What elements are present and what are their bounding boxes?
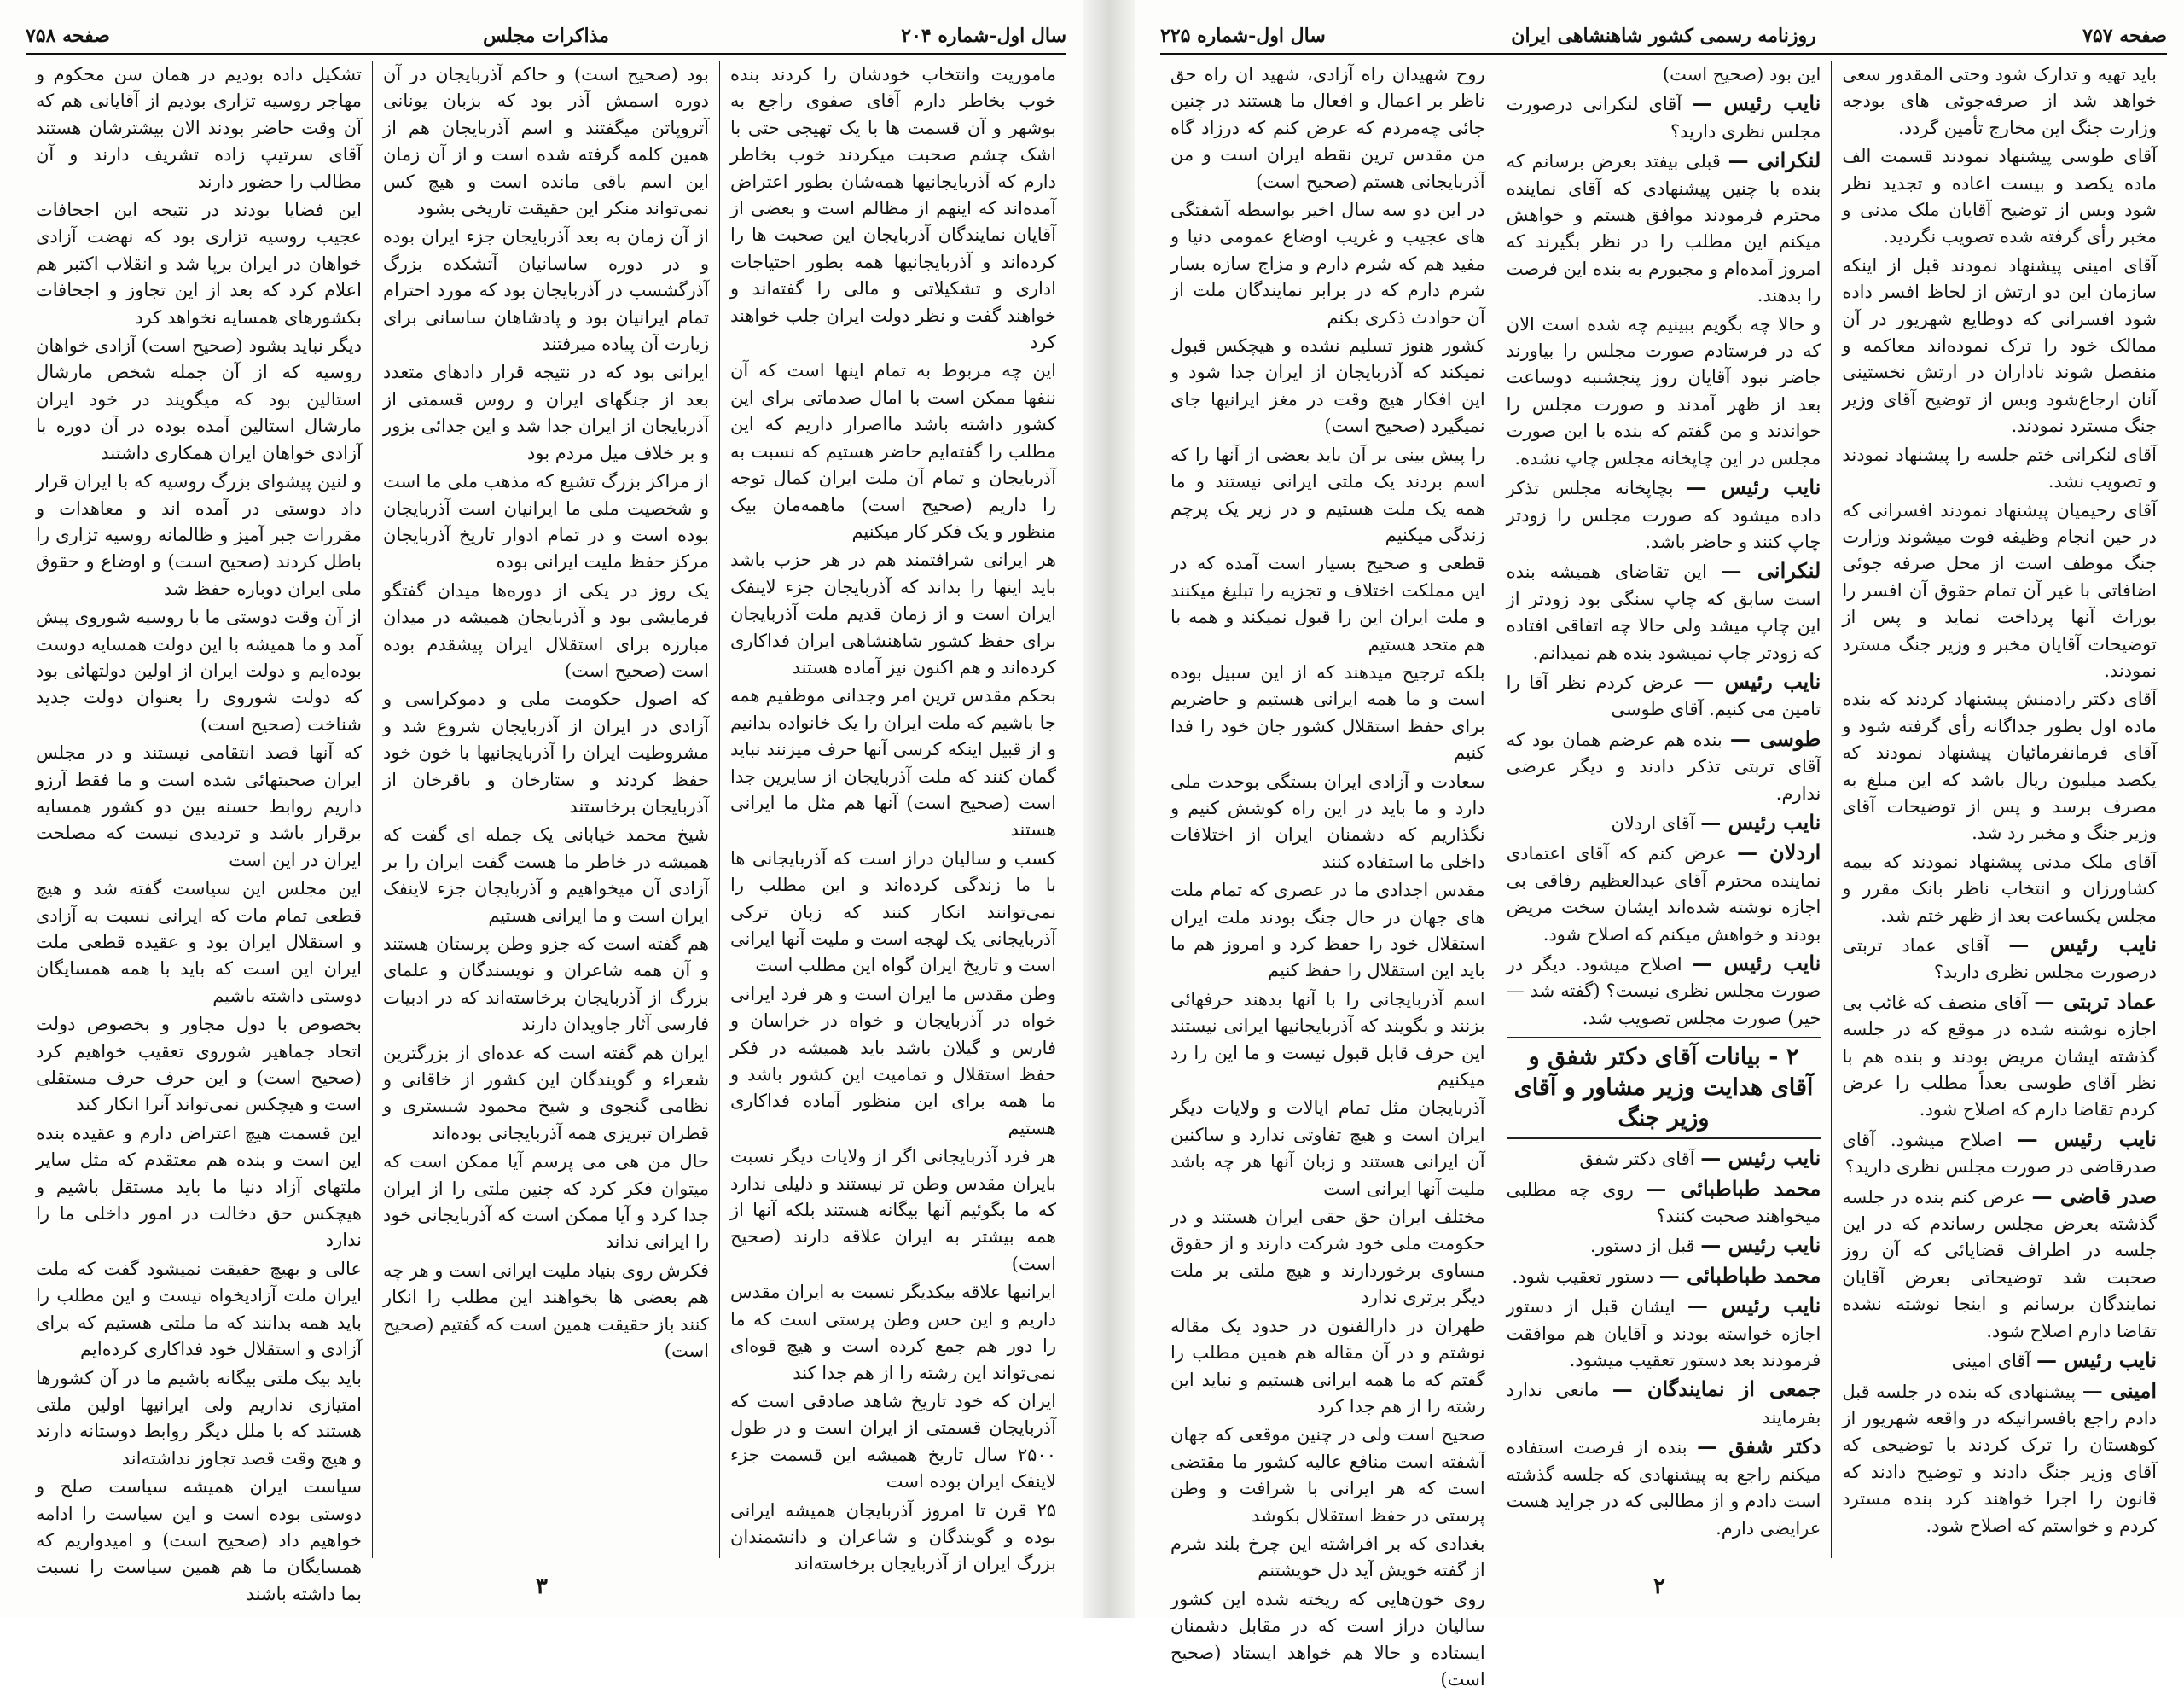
body-paragraph: که آنها قصد انتقامی نیستند و در مجلس ایران صحبتهائی شده است و ما فقط آرزو داریم روابط حسنه بین دو کشور همسایه برقرار باشد و تردیدی نیست که مصلحت ایران در این است <box>36 742 362 870</box>
body-paragraph: و لنین پیشوای بزرگ روسیه که با ایران قرار داد دوستی در آمده اند و معاهدات و مقررات جبر آمیز و ظالمانه روسیه تزاری را باطل کردند (صحیح است) و اوضاع و حقوق ملی ایران دوباره حفظ شد <box>36 471 362 599</box>
body-paragraph: در این دو سه سال اخیر بواسطه آشفتگی های عجیب و غریب اوضاع عمومی دنیا و مفید هم که شرم دارم و مزاج سازه بسار شرم دارم که در برابر نمایندگان ملت از آن حوادث ذکری بکنم <box>1170 200 1485 328</box>
right-page-number: ۲ <box>1653 1574 1665 1599</box>
body-paragraph: بلکه ترجیح میدهند که از این سبیل بوده است و ما همه ایرانی هستیم و حاضریم برای حفظ استقلال کشور جان خود را فدا کنیم <box>1170 661 1485 764</box>
body-paragraph: که اصول حکومت ملی و دموکراسی و آزادی در ایران از آذربایجان شروع شد و مشروطیت ایران را آذربایجانیها با خون خود حفظ کردند و ستارخان و باقرخان از آذربایجان برخاستند <box>383 689 709 817</box>
body-paragraph: را پیش بینی بر آن باید بعضی از آنها را که اسم بردند یک ملتی ایرانی نیستند و ما همه یک ملت هستیم و در زیر یک پرچم زندگی میکنیم <box>1170 444 1485 545</box>
speaker-paragraph: نایب رئیس — آقای دکتر شفق <box>1579 1145 1821 1171</box>
body-paragraph: وطن مقدس ما ایران است و هر فرد ایرانی خواه در آذربایجان و خواه در خراسان و فارس و گیلان باشد باید همیشه در فکر حفظ استقلال و تمامیت این کشور باشد و ما همه برای این منظور آماده فداکاری هستیم <box>730 983 1056 1138</box>
section-heading: ۲ - بیانات آقای دکتر شفق و آقای هدایت وزیر مشاور و آقای وزیر جنگ <box>1507 1037 1821 1139</box>
speaker-name: نایب رئیس — <box>1686 474 1821 500</box>
body-paragraph: ایران که خود تاریخ شاهد صادقی است که آذربایجان قسمتی از ایران است و در طول ۲۵۰۰ سال تاریخ همیشه این قسمت جزء لاینفک ایران بوده است <box>730 1390 1056 1492</box>
left-columns <box>26 61 1066 1604</box>
left-issue: سال اول-شماره ۲۰۴ <box>901 25 1066 47</box>
left-column-2 <box>372 61 719 1558</box>
speaker-name: نایب رئیس — <box>1687 1293 1821 1318</box>
right-columns <box>1160 61 2167 1690</box>
speaker-name: نایب رئیس — <box>1700 1232 1821 1258</box>
body-paragraph: هر فرد آذربایجانی اگر از ولایات دیگر نسبت بایران مقدس وطن تر نیستند و دلیلی ندارد که ما بگوئیم آنها بیگانه هستند بلکه آنها از همه بیشتر به ایران علاقه دارند (صحیح است) <box>730 1146 1056 1274</box>
right-page <box>1135 0 2184 1690</box>
speaker-paragraph: نایب رئیس — ایشان قبل از دستور اجازه خواسته بودند و آقایان هم موافقت فرمودند بعد دستور تعقیب میشود. <box>1506 1293 1821 1371</box>
left-page-label: صفحه ۷۵۸ <box>25 25 110 47</box>
left-column-3 <box>26 61 372 1604</box>
body-paragraph: بخصوص با دول مجاور و بخصوص دولت اتحاد جماهیر شوروی تعقیب خواهیم کرد (صحیح است) و این حرف حرف مستقلی است و هیچکس نمی‌تواند آنرا انکار کند <box>36 1014 362 1115</box>
body-paragraph: بود (صحیح است) و حاکم آذربایجان در آن دوره اسمش آذر بود که بزبان یونانی آتروپاتن میگفتند و اسم آذربایجان هم از همین کلمه گرفته شده است و از آن زمان این اسم باقی مانده است و هیچ کس نمی‌تواند منکر این حقیقت تاریخی بشود <box>383 64 709 219</box>
speaker-name: طوسی — <box>1729 725 1821 751</box>
speaker-paragraph: عماد تربتی — آقای منصف که غائب بی اجازه نوشته شده در موقع که در جلسه گذشته ایشان مریض بودند و بنده هم با نظر آقای طوسی بعداً مطلب را عرض کردم تقاضا دارم که اصلاح شود. <box>1842 988 2157 1120</box>
speaker-paragraph: جمعی از نمایندگان — مانعی ندارد بفرمایند <box>1506 1376 1821 1428</box>
speaker-name: نایب رئیس — <box>1692 90 1821 116</box>
speaker-name: لنکرانی — <box>1721 558 1821 584</box>
speaker-paragraph: طوسی — بنده هم عرضم همان بود که آقای تربتی تذکر دادند و دیگر عرضی ندارم. <box>1506 725 1821 804</box>
body-paragraph: صحیح است ولی در چنین موقعی که جهان آشفته است منافع عالیه کشور ما مقتضی است که هر ایرانی با شرافت و وطن پرستی در حفظ استقلال بکوشد <box>1170 1424 1485 1526</box>
body-paragraph: ماموریت وانتخاب خودشان را کردند بنده خوب بخاطر دارم آقای صفوی راجع به بوشهر و آن قسمت ها با یک تهیجی حتی با اشک چشم صحبت میکردند خوب بخاطر دارم که آذربایجانیها همه‌شان بطور اعتراض آمده‌اند که اینهم از مظالم است و بعضی از آقایان نمایندگان آذربایجان این صحبت ها را کرده‌اند و آذربایجانیها همه بطور احتیاجات اداری و تشکیلاتی و مالی را گفته‌اند و خواهند گفت و نظر دولت ایران جلب خواهند کرد <box>730 64 1056 353</box>
speaker-paragraph: محمد طباطبائی — روی چه مطلبی میخواهند صحبت کنند؟ <box>1506 1175 1821 1227</box>
body-paragraph: آقای لنکرانی ختم جلسه را پیشنهاد نمودند و تصویب نشد. <box>1842 444 2157 492</box>
body-paragraph: حال من هی می پرسم آیا ممکن است که میتوان فکر کرد که چنین ملتی را از ایران جدا کرد و آیا ممکن است که آذربایجانی خود را ایرانی نداند <box>383 1151 709 1253</box>
speaker-paragraph: نایب رئیس — بچاپخانه مجلس تذکر داده میشود که صورت مجلس را زودتر چاپ کنند و حاضر باشد. <box>1506 474 1821 552</box>
body-paragraph: دیگر نباید بشود (صحیح است) آزادی خواهان روسیه که از آن جمله شخص مارشال استالین بود که میگویند در خود ایران مارشال استالین آمده بوده در آن دوره با آزادی خواهان ایران همکاری داشتند <box>36 335 362 463</box>
body-paragraph: شیخ محمد خیابانی یک جمله ای گفت که همیشه در خاطر ما هست گفت ایران را بر آزادی آن میخواهیم و آذربایجان جزء لاینفک ایران است و ما ایرانی هستیم <box>383 824 709 926</box>
speaker-paragraph: نایب رئیس — اصلاح میشود. دیگر در صورت مجلس نظری نیست؟ (گفته شد — خیر) صورت مجلس تصویب شد. <box>1506 951 1821 1028</box>
left-page-number: ۳ <box>536 1574 548 1599</box>
body-paragraph: آقای ملک مدنی پیشنهاد نمودند که بیمه کشاورزان و انتخاب ناظر بانک مقرر و مجلس یکساعت بعد از ظهر ختم شد. <box>1842 851 2157 926</box>
right-page-label: صفحه ۷۵۷ <box>2082 25 2167 47</box>
body-paragraph: از آن وقت دوستی ما با روسیه شوروی پیش آمد و ما همیشه با این دولت همسایه دوست بوده‌ایم و دولت ایران از اولین دولتهائی بود که دولت شوروی را بعنوان دولت جدید شناخت (صحیح است) <box>36 607 362 735</box>
body-paragraph: یک روز در یکی از دوره‌ها میدان گفتگو فرمایشی بود و آذربایجان همیشه در میدان مبارزه برای استقلال ایران پیشقدم بوده است (صحیح است) <box>383 579 709 681</box>
speaker-name: اردلان — <box>1737 840 1821 865</box>
speaker-name: نایب رئیس — <box>2008 932 2157 957</box>
speaker-paragraph: محمد طباطبائی — دستور تعقیب شود. <box>1512 1262 1821 1288</box>
speaker-name: نایب رئیس — <box>1700 1145 1821 1171</box>
body-paragraph: بغدادی که بر افراشته این چرخ بلند شرم از گفته خویش آید دل خویشتنم <box>1170 1533 1485 1581</box>
body-paragraph: این چه مربوط به تمام اینها است که آن ننفها ممکن است با امال صدماتی برای این کشور داشته باشد مااصرار داریم که این مطلب را گفته‌ایم حاضر هستیم که نسبت به آذربایجان و تمام آن ملت ایران کمال توجه را داریم (صحیح است) ماهمه‌مان بیک منظور و یک فکر کار میکنیم <box>730 360 1056 542</box>
speaker-name: نایب رئیس — <box>1692 951 1821 975</box>
spread-gutter <box>1083 0 1135 1618</box>
left-page <box>0 0 1083 1618</box>
right-page-header <box>1160 19 2167 55</box>
body-paragraph: اسم آذربایجانی را با آنها بدهند حرفهائی بزنند و بگویند که آذربایجانیها ایرانی نیستند این حرف قابل قبول نیست و ما این را رد میکنیم <box>1170 988 1485 1091</box>
speaker-paragraph: نایب رئیس — اصلاح میشود. آقای صدرقاضی در صورت مجلس نظری دارید؟ <box>1842 1126 2157 1178</box>
body-paragraph: کسب و سالیان دراز است که آذربایجانی ها با ما زندگی کرده‌اند و این مطلب را نمی‌توانند انکار کنند که زبان ترکی آذربایجانی یک لهجه است و ملیت آنها ایرانی است و تاریخ ایران گواه این مطلب است <box>730 847 1056 976</box>
speaker-name: امینی — <box>2082 1377 2157 1403</box>
body-paragraph: تشکیل داده بودیم در همان سن محکوم و مهاجر روسیه تزاری بودیم از آقایانی هم که آن وقت حاضر بودند الان بیشترشان هستند آقای سرتیپ زاده تشریف دارند و آن مطالب را حضور دارند <box>36 64 362 192</box>
body-paragraph: ایرانی بود که در نتیجه قرار دادهای متعدد بعد از جنگهای ایران و روس قسمتی از آذربایجان از ایران جدا شد و این جدائی بزور و بر خلاف میل مردم بود <box>383 362 709 463</box>
speaker-paragraph: نایب رئیس — آقای اردلان <box>1611 809 1821 835</box>
speaker-name: نایب رئیس — <box>2036 1347 2157 1373</box>
body-paragraph: ۲۵ قرن تا امروز آذربایجان همیشه ایرانی بوده و گویندگان و شاعران و دانشمندان بزرگ ایران از آذربایجان برخاسته‌اند <box>730 1499 1056 1574</box>
speaker-paragraph: نایب رئیس — آقای امینی <box>1951 1347 2157 1373</box>
body-paragraph: از مراکز بزرگ تشیع که مذهب ملی ما است و شخصیت ملی ما ایرانیان است آذربایجان بوده است و در تمام ادوار تاریخ آذربایجان مرکز حفظ ملیت ایرانی بوده <box>383 471 709 573</box>
speaker-paragraph: صدر قاضی — عرض کنم بنده در جلسه گذشته بعرض مجلس رساندم که در این جلسه در اطراف قضایائی که آن روز صحبت شد توضیحاتی بعرض آقایان نمایندگان برسانم و اینجا نوشته نشده تقاضا دارم اصلاح شود. <box>1842 1183 2157 1341</box>
body-paragraph: و حالا چه بگویم ببینیم چه شده است الان که در فرستادم صورت مجلس را بیاورند جاضر نبود آقایان روز پنجشنبه دوساعت بعد از ظهر آمدند و صورت مجلس را خواندند و من گفتم که بنده با این صورت مجلس در این چاپخانه مجلس چاپ نشده. <box>1506 313 1821 468</box>
body-paragraph: باید بیک ملتی بیگانه باشیم ما در آن کشورها امتیازی نداریم ولی ایرانیها اولین ملتی هستند که با ملل دیگر روابط دوستانه دارند و هیچ وقت قصد تجاوز نداشته‌اند <box>36 1367 362 1469</box>
speaker-name: عماد تربتی — <box>2034 988 2157 1014</box>
speaker-name: محمد طباطبائی — <box>1658 1262 1821 1288</box>
body-paragraph: ایرانیها علاقه بیکدیگر نسبت به ایران مقدس داریم و این حس وطن پرستی است که ما را دور هم جمع کرده است و هیچ قوه‌ای نمی‌تواند این رشته را از هم جدا کند <box>730 1282 1056 1383</box>
body-paragraph: آقای رحیمیان پیشنهاد نمودند افسرانی که در حین انجام وظیفه فوت میشوند وزارت جنگ موظف است از محل صرفه جوئی اضافاتی با غیر آن تمام حقوق آن افسر را بوراث آنها پرداخت نماید و پس از توضیحات آقایان مخبر و وزیر جنگ مسترد نمودند. <box>1842 499 2157 681</box>
right-issue: سال اول-شماره ۲۲۵ <box>1160 25 1326 47</box>
body-paragraph: این مجلس این سیاست گفته شد و هیچ قطعی تمام مات که ایرانی نسبت به آزادی و استقلال ایران بود و عقیده قطعی ملت ایران این است که باید با همه همسایگان دوستی داشته باشیم <box>36 878 362 1006</box>
body-paragraph: آقای دکتر رادمنش پیشنهاد کردند که بنده ماده اول بطور جداگانه رأی گرفته شود و آقای فرمانفرمائیان پیشنهاد نمودند که یکصد میلیون ریال باشد که این مبلغ به مصرف برسد و پس از توضیحات آقای وزیر جنگ و مخبر رد شد. <box>1842 689 2157 844</box>
speaker-paragraph: این بود (صحیح است) <box>1662 64 1821 84</box>
body-paragraph: کشور هنوز تسلیم نشده و هیچکس قبول نمیکند که آذربایجان از ایران جدا شود و این افکار هیچ وقت در مغز ایرانیها جای نمیگیرد (صحیح است) <box>1170 335 1485 437</box>
right-column-1 <box>1831 61 2167 1558</box>
body-paragraph: آقای امینی پیشنهاد نمودند قبل از اینکه سازمان این دو ارتش از لحاظ افسر داده شود افسرانی که دوطایع شهریور در آن ممالک خود را ترک نموده‌اند معاکمه و منفصل شوند ناداران در ارتش نخستینی آنان ارجاع‌شود وبس از توضیح آقای وزیر جنگ مسترد نمودند. <box>1842 254 2157 437</box>
speaker-paragraph: نایب رئیس — آقای عماد تربتی درصورت مجلس نظری دارید؟ <box>1842 932 2157 983</box>
speaker-paragraph: نایب رئیس — عرض کردم نظر آقا را تامین می کنیم. آقای طوسی <box>1506 668 1821 720</box>
speaker-name: محمد طباطبائی — <box>1646 1175 1821 1201</box>
body-paragraph: بحکم مقدس ترین امر وجدانی موظفیم همه جا باشیم که ملت ایران را یک خانواده بدانیم و از قبیل اینکه کرسی آنها حرف میزنند نباید گمان کنند که ملت آذربایجان از سایرین جدا است (صحیح است) آنها هم مثل ما ایرانی هستند <box>730 685 1056 841</box>
right-column-3 <box>1160 61 1496 1690</box>
left-page-header <box>26 19 1066 55</box>
body-paragraph: ایران هم گفته است که عده‌ای از بزرگترین شعراء و گویندگان این کشور از خاقانی و نظامی گنجوی و شیخ محمود شبستری و قطران تبریزی همه آذربایجانی بوده‌اند <box>383 1042 709 1143</box>
body-paragraph: آذربایجان مثل تمام ایالات و ولایات دیگر ایران است و هیچ تفاوتی ندارد و ساکنین آن ایرانی هستند و زبان آنها هر چه باشد ملیت آنها ایرانی است <box>1170 1097 1485 1199</box>
body-paragraph: این قسمت هیچ اعتراض دارم و عقیده بنده این است و بنده هم معتقدم که مثل سایر ملتهای آزاد دنیا ما باید مستقل باشیم و هیچکس حق دخالت در امور داخلی ما را ندارد <box>36 1122 362 1251</box>
speaker-name: لنکرانی — <box>1728 148 1821 173</box>
body-paragraph: فکرش روی بنیاد ملیت ایرانی است و هر چه هم بعضی ها بخواهند این مطلب را انکار کنند باز حقیقت همین است که گفتیم (صحیح است) <box>383 1260 709 1362</box>
body-paragraph: روح شهیدان راه آزادی، شهید ان راه حق ناظر بر اعمال و افعال ما هستند در چنین جائی چه‌مردم که عرض کنم که درزاد گاه من مقدس ترین نقطه ایران است و من آذربایجانی هستم (صحیح است) <box>1170 64 1485 192</box>
speaker-paragraph: نایب رئیس — قبل از دستور. <box>1590 1232 1821 1258</box>
body-paragraph: از آن زمان به بعد آذربایجان جزء ایران بوده و در دوره ساسانیان آتشکده بزرگ آذرگشسب در آذربایجان بود که مورد احترام تمام ایرانیان بود و پادشاهان ساسانی برای زیارت آن پیاده میرفتند <box>383 226 709 355</box>
body-paragraph: سعادت و آزادی ایران بستگی بوحدت ملی دارد و ما باید در این راه کوشش کنیم و نگذاریم که دشمنان ایران از اختلافات داخلی ما استفاده کنند <box>1170 771 1485 872</box>
speaker-name: نایب رئیس — <box>1693 668 1821 694</box>
speaker-name: جمعی از نمایندگان — <box>1612 1376 1821 1402</box>
body-paragraph: مختلف ایران حق حقی ایران هستند و در حکومت ملی خود شرکت دارند و از حقوق مساوی برخوردارند و هیچ ملتی بر ملت دیگر برتری ندارد <box>1170 1207 1485 1308</box>
left-column-1 <box>719 61 1066 1574</box>
body-paragraph: هر ایرانی شرافتمند هم در هر حزب باشد باید اینها را بداند که آذربایجان جزء لاینفک ایران است و از زمان قدیم ملت آذربایجان برای حفظ کشور شاهنشاهی ایران فداکاری کرده‌اند و هم اکنون نیز آماده هستند <box>730 550 1056 678</box>
right-column-2 <box>1496 61 1832 1558</box>
body-paragraph: سیاست ایران همیشه سیاست صلح و دوستی بوده است و این سیاست را ادامه خواهیم داد (صحیح است) و امیدواریم که همسایگان ما هم همین سیاست را نسبت بما داشته باشند <box>36 1476 362 1604</box>
speaker-name: نایب رئیس — <box>2017 1126 2157 1151</box>
speaker-paragraph: لنکرانی — این تقاضای همیشه بنده است سابق که چاپ سنگی بود زودتر از این چاپ میشد ولی حالا چه اتفاقی افتاده که زودتر چاپ نمیشود بنده هم نمیدانم. <box>1506 558 1821 663</box>
body-paragraph: باید تهیه و تدارک شود وحتی المقدور سعی خواهد شد از صرفه‌جوئی های بودجه وزارت جنگ این مخارج تأمین گردد. <box>1842 64 2157 138</box>
right-center-title: روزنامه رسمی کشور شاهنشاهی ایران <box>1511 25 1816 47</box>
body-paragraph: طهران در دارالفنون در حدود یک مقاله نوشتم و در آن مقاله هم همین مطلب را گفتم که ما همه ایرانی هستیم و نباید این رشته را از هم جدا کرد <box>1170 1315 1485 1417</box>
body-paragraph: این فضایا بودند در نتیجه این اجحافات عجیب روسیه تزاری بود که نهضت آزادی خواهان در ایران برپا شد و انقلاب اکتبر هم اعلام کرد که بعد از این تجاوز و اجحافات بکشورهای همسایه نخواهد کرد <box>36 200 362 328</box>
speaker-paragraph: اردلان — عرض کنم که آقای اعتمادی نماینده محترم آقای عبدالعظیم رفاقی بی اجازه نوشته شده‌اند ایشان سخت مریض بودند و خواهش میکنم که اصلاح شود. <box>1506 840 1821 945</box>
body-paragraph: روی خون‌هایی که ریخته شده این کشور سالیان دراز است که در مقابل دشمنان ایستاده و حالا هم خواهد ایستاد (صحیح است) <box>1170 1588 1485 1690</box>
body-paragraph: هم گفته است که جزو وطن پرستان هستند و آن همه شاعران و نویسندگان و علمای بزرگ از آذربایجان برخاسته‌اند که در ادبیات فارسی آثار جاویدان دارند <box>383 934 709 1035</box>
body-paragraph: آقای طوسی پیشنهاد نمودند قسمت الف ماده یکصد و بیست اعاده و تجدید نظر شود وبس از توضیح آقایان ملک مدنی و مخبر رأی گرفته شده تصویب نگردید. <box>1842 146 2157 247</box>
speaker-paragraph: امینی — پیشنهادی که بنده در جلسه قبل دادم راجع بافسرانیکه در واقعه شهریور از کوهستان را ترک کردند با توضیحی که آقای وزیر جنگ دادند و توضیح دادند که قانون را اجرا خواهند کرد بنده مسترد کردم و خواستم که اصلاح شود. <box>1842 1377 2157 1536</box>
body-paragraph: قطعی و صحیح بسیار است آمده که در این مملکت اختلاف و تجزیه را تبلیغ میکنند و ملت ایران این را قبول نمیکند و همه با هم متحد هستیم <box>1170 553 1485 655</box>
speaker-paragraph: نایب رئیس — آقای لنکرانی درصورت مجلس نظری دارید؟ <box>1506 90 1821 142</box>
speaker-name: دکتر شفق — <box>1697 1434 1821 1459</box>
speaker-paragraph: لنکرانی — قبلی بیفتد بعرض برسانم که بنده با چنین پیشنهادی که آقای نماینده محترم فرمودند موافق هستم و خواهش میکنم این مطلب را در نظر بگیرند که امروز آمده‌ام و مجبورم به بنده این فرصت را بدهند. <box>1506 148 1821 306</box>
body-paragraph: عالی و بهیچ حقیقت نمیشود گفت که ملت ایران ملت آزادیخواه نیست و این مطلب را باید همه بدانند که ما ملتی هستیم که برای آزادی و استقلال خود فداکاری کرده‌ایم <box>36 1258 362 1360</box>
speaker-paragraph: دکتر شفق — بنده از فرصت استفاده میکنم راجع به پیشنهادی که جلسه گذشته است دادم و از مطالبی که در جراید هست عرایضی دارم. <box>1506 1434 1821 1539</box>
body-paragraph: مقدس اجدادی ما در عصری که تمام ملت های جهان در حال جنگ بودند ملت ایران استقلال خود را حفظ کرد و امروز هم ما باید این استقلال را حفظ کنیم <box>1170 880 1485 981</box>
left-center-title: مذاکرات مجلس <box>483 25 609 47</box>
speaker-name: نایب رئیس — <box>1700 809 1821 835</box>
speaker-name: صدر قاضی — <box>2031 1183 2157 1208</box>
